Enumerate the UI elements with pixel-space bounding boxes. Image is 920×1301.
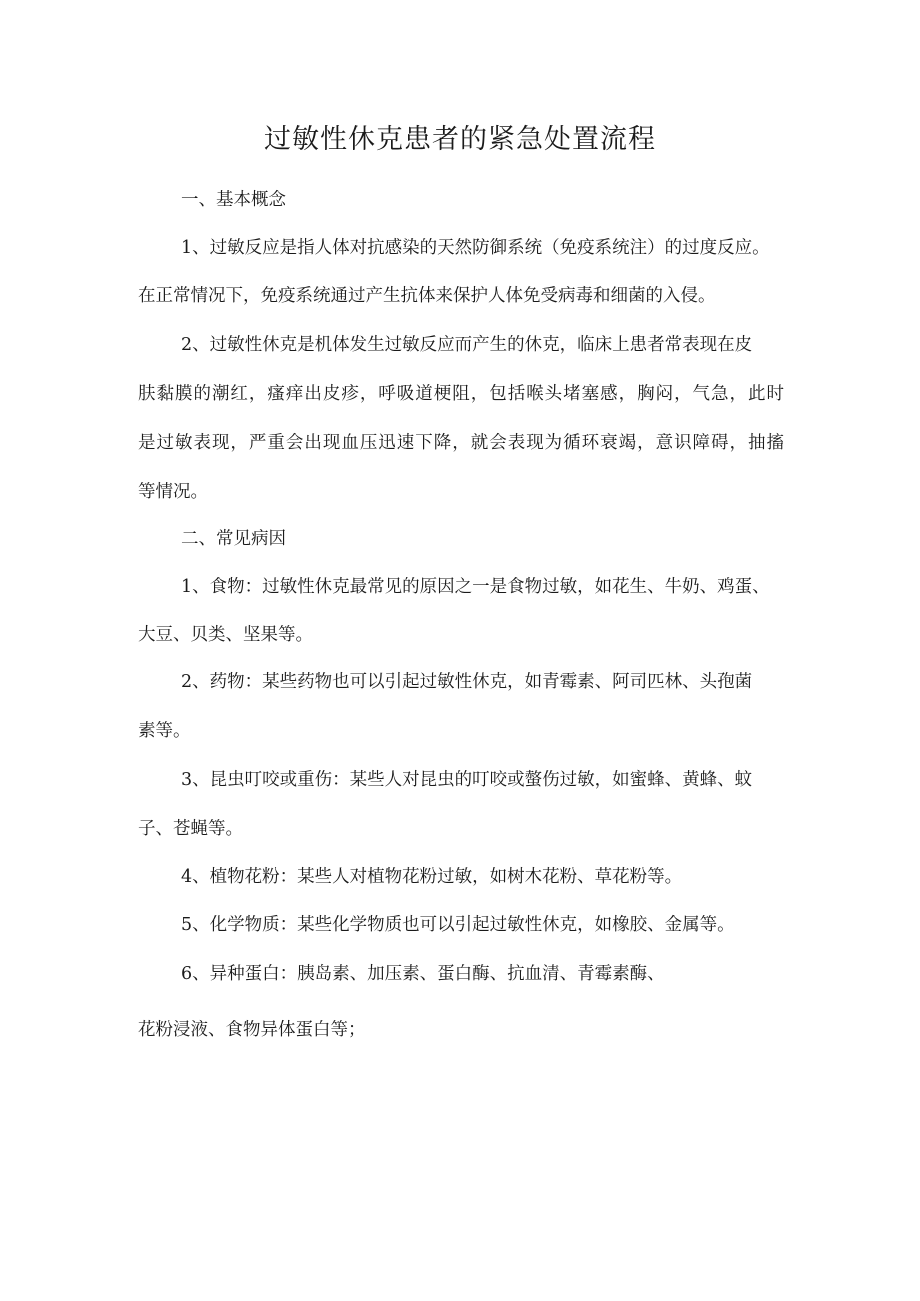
paragraph-line: 1、过敏反应是指人体对抗感染的天然防御系统（免疫系统注）的过度反应。 <box>181 238 770 258</box>
paragraph-line: 2、过敏性休克是机体发生过敏反应而产生的休克，临床上患者常表现在皮 <box>181 335 753 355</box>
paragraph-line: 素等。 <box>138 721 191 741</box>
paragraph-line: 6、异种蛋白：胰岛素、加压素、蛋白酶、抗血清、青霉素酶、 <box>181 964 665 984</box>
paragraph-line: 在正常情况下，免疫系统通过产生抗体来保护人体免受病毒和细菌的入侵。 <box>138 286 716 306</box>
paragraph-line: 5、化学物质：某些化学物质也可以引起过敏性休克，如橡胶、金属等。 <box>181 915 735 935</box>
paragraph-line: 2、药物：某些药物也可以引起过敏性休克，如青霉素、阿司匹林、头孢菌 <box>181 672 753 692</box>
paragraph-line: 子、苍蝇等。 <box>138 819 243 839</box>
section-heading-basic-concepts: 一、基本概念 <box>181 190 286 210</box>
paragraph-line: 是过敏表现，严重会出现血压迅速下降，就会表现为循环衰竭，意识障碍，抽搐 <box>138 433 784 453</box>
paragraph-line: 花粉浸液、食物异体蛋白等； <box>138 1020 366 1040</box>
paragraph-line: 3、昆虫叮咬或重伤：某些人对昆虫的叮咬或螫伤过敏，如蜜蜂、黄蜂、蚊 <box>181 770 753 790</box>
paragraph-line: 等情况。 <box>138 482 208 502</box>
paragraph-line: 1、食物：过敏性休克最常见的原因之一是食物过敏，如花生、牛奶、鸡蛋、 <box>181 577 770 597</box>
section-heading-common-causes: 二、常见病因 <box>181 529 286 549</box>
document-title: 过敏性休克患者的紧急处置流程 <box>264 124 656 155</box>
paragraph-line: 大豆、贝类、坚果等。 <box>138 625 313 645</box>
paragraph-line: 肤黏膜的潮红，瘙痒出皮疹，呼吸道梗阻，包括喉头堵塞感，胸闷，气急，此时 <box>138 384 784 404</box>
paragraph-line: 4、植物花粉：某些人对植物花粉过敏，如树木花粉、草花粉等。 <box>181 867 683 887</box>
